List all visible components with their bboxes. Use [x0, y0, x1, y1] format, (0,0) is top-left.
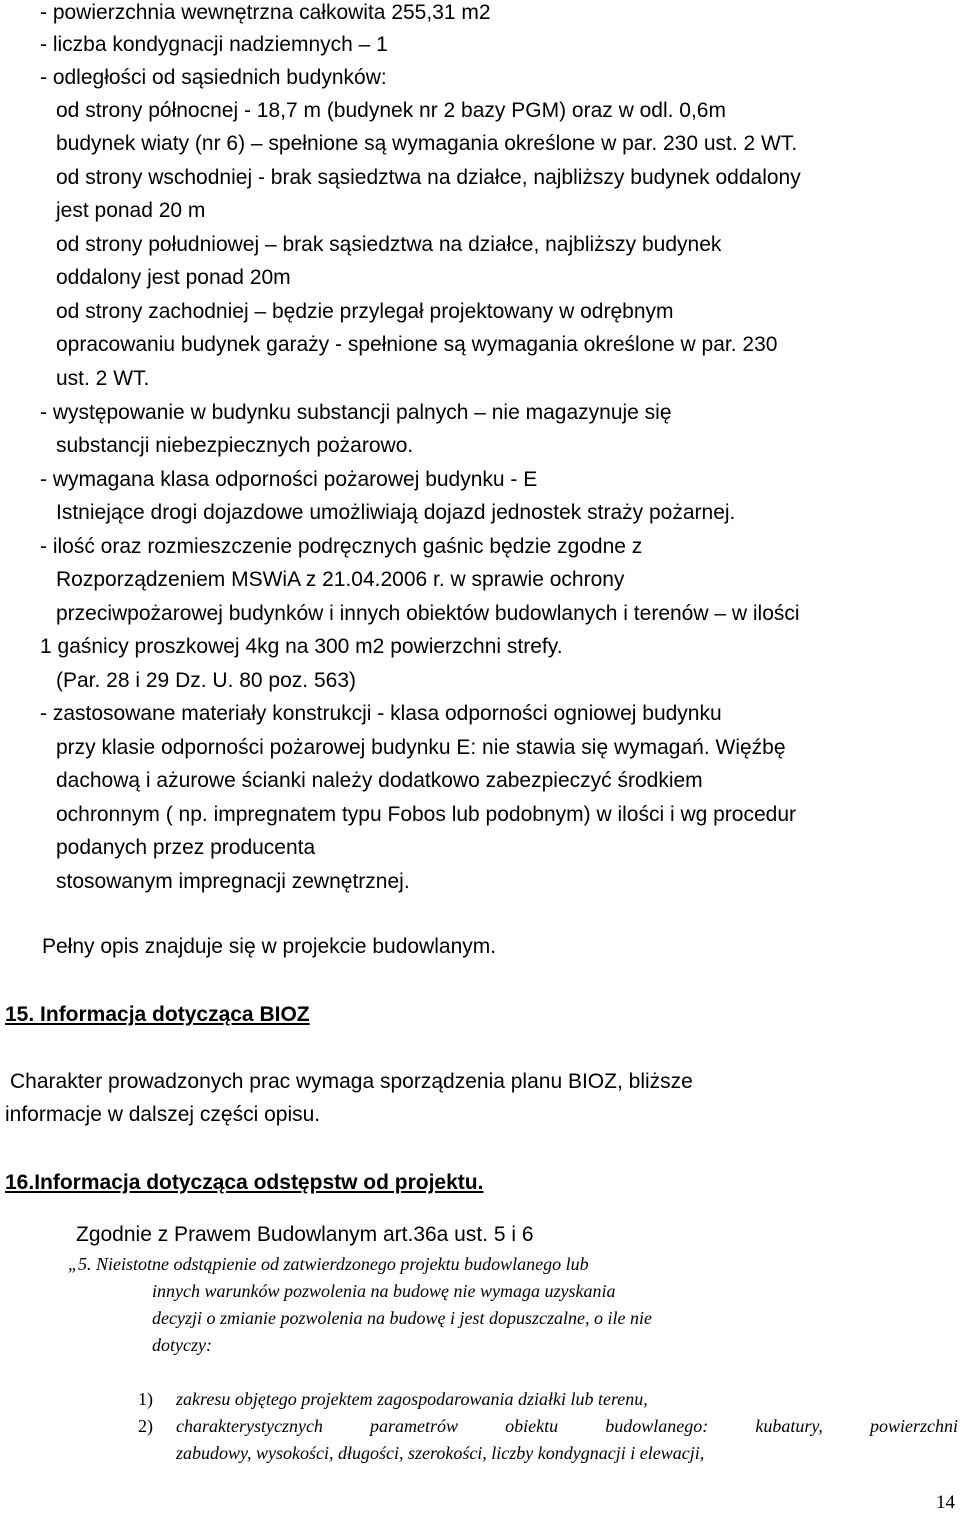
- text-line: od strony wschodniej - brak sąsiedztwa na działce, najbliższy budynek oddalony: [56, 166, 801, 189]
- text-line: - powierzchnia wewnętrzna całkowita 255,31 m2: [40, 1, 491, 24]
- word: budowlanego:: [605, 1416, 709, 1436]
- text-line: (Par. 28 i 29 Dz. U. 80 poz. 563): [56, 669, 356, 692]
- word: obiektu: [505, 1416, 559, 1436]
- text-line: - zastosowane materiały konstrukcji - klasa odporności ogniowej budynku: [40, 702, 722, 725]
- page-number: 14: [936, 1492, 955, 1513]
- quote-line: dotyczy:: [152, 1335, 212, 1355]
- section-heading-15: 15. Informacja dotycząca BIOZ: [5, 1003, 310, 1026]
- list-item-text: zabudowy, wysokości, długości, szerokości, liczby kondygnacji i elewacji,: [176, 1443, 705, 1463]
- text-line: ochronnym ( np. impregnatem typu Fobos lub podobnym) w ilości i wg procedur: [56, 803, 797, 826]
- word: parametrów: [370, 1416, 459, 1436]
- text-line: od strony zachodniej – będzie przylegał projektowany w odrębnym: [56, 300, 674, 323]
- text-line: ust. 2 WT.: [56, 367, 150, 390]
- text-line: Istniejące drogi dojazdowe umożliwiają dojazd jednostek straży pożarnej.: [56, 501, 736, 524]
- section-16-intro: Zgodnie z Prawem Budowlanym art.36a ust. 5 i 6: [76, 1223, 534, 1246]
- text-line: dachową i ażurowe ścianki należy dodatkowo zabezpieczyć środkiem: [56, 769, 703, 792]
- text-line: przy klasie odporności pożarowej budynku E: nie stawia się wymagań. Więźbę: [56, 736, 786, 759]
- word: kubatury,: [755, 1416, 823, 1436]
- word: powierzchni: [869, 1416, 958, 1436]
- text-line: opracowaniu budynek garaży - spełnione są wymagania określone w par. 230: [56, 333, 778, 356]
- text-line: stosowanym impregnacji zewnętrznej.: [56, 870, 410, 893]
- text-line: - występowanie w budynku substancji palnych – nie magazynuje się: [40, 401, 672, 424]
- quote-line: innych warunków pozwolenia na budowę nie wymaga uzyskania: [152, 1281, 616, 1301]
- quote-line: decyzji o zmianie pozwolenia na budowę i jest dopuszczalne, o ile nie: [152, 1308, 652, 1328]
- text-line: od strony północnej - 18,7 m (budynek nr 2 bazy PGM) oraz w odl. 0,6m: [56, 99, 726, 122]
- text-line: Rozporządzeniem MSWiA z 21.04.2006 r. w sprawie ochrony: [56, 568, 625, 591]
- section-15-body: Charakter prowadzonych prac wymaga sporządzenia planu BIOZ, bliższe: [10, 1070, 693, 1093]
- word: charakterystycznych: [176, 1416, 323, 1436]
- text-line: - odległości od sąsiednich budynków:: [40, 66, 387, 89]
- text-line: przeciwpożarowej budynków i innych obiektów budowlanych i terenów – w ilości: [56, 602, 800, 625]
- list-item-text: zakresu objętego projektem zagospodarowania działki lub terenu,: [176, 1389, 648, 1409]
- text-line: jest ponad 20 m: [56, 199, 206, 222]
- text-line: budynek wiaty (nr 6) – spełnione są wymagania określone w par. 230 ust. 2 WT.: [56, 132, 798, 155]
- section-heading-16: 16.Informacja dotycząca odstępstw od projektu.: [5, 1171, 484, 1194]
- text-line: substancji niebezpiecznych pożarowo.: [56, 434, 414, 457]
- quote-line: „5. Nieistotne odstąpienie od zatwierdzonego projektu budowlanego lub: [68, 1254, 589, 1274]
- text-line: - ilość oraz rozmieszczenie podręcznych gaśnic będzie zgodne z: [40, 535, 643, 558]
- list-number: 1): [138, 1389, 153, 1409]
- text-line: oddalony jest ponad 20m: [56, 266, 291, 289]
- text-line: podanych przez producenta: [56, 836, 316, 859]
- list-item-text: [176, 1414, 958, 1438]
- text-line: - wymagana klasa odporności pożarowej budynku - E: [40, 468, 538, 491]
- list-number: 2): [138, 1416, 153, 1436]
- section-15-body: informacje w dalszej części opisu.: [5, 1103, 321, 1126]
- text-line: Pełny opis znajduje się w projekcie budowlanym.: [42, 935, 497, 958]
- text-line: - liczba kondygnacji nadziemnych – 1: [40, 33, 388, 56]
- text-line: od strony południowej – brak sąsiedztwa na działce, najbliższy budynek: [56, 233, 722, 256]
- text-line: 1 gaśnicy proszkowej 4kg na 300 m2 powierzchni strefy.: [40, 635, 563, 658]
